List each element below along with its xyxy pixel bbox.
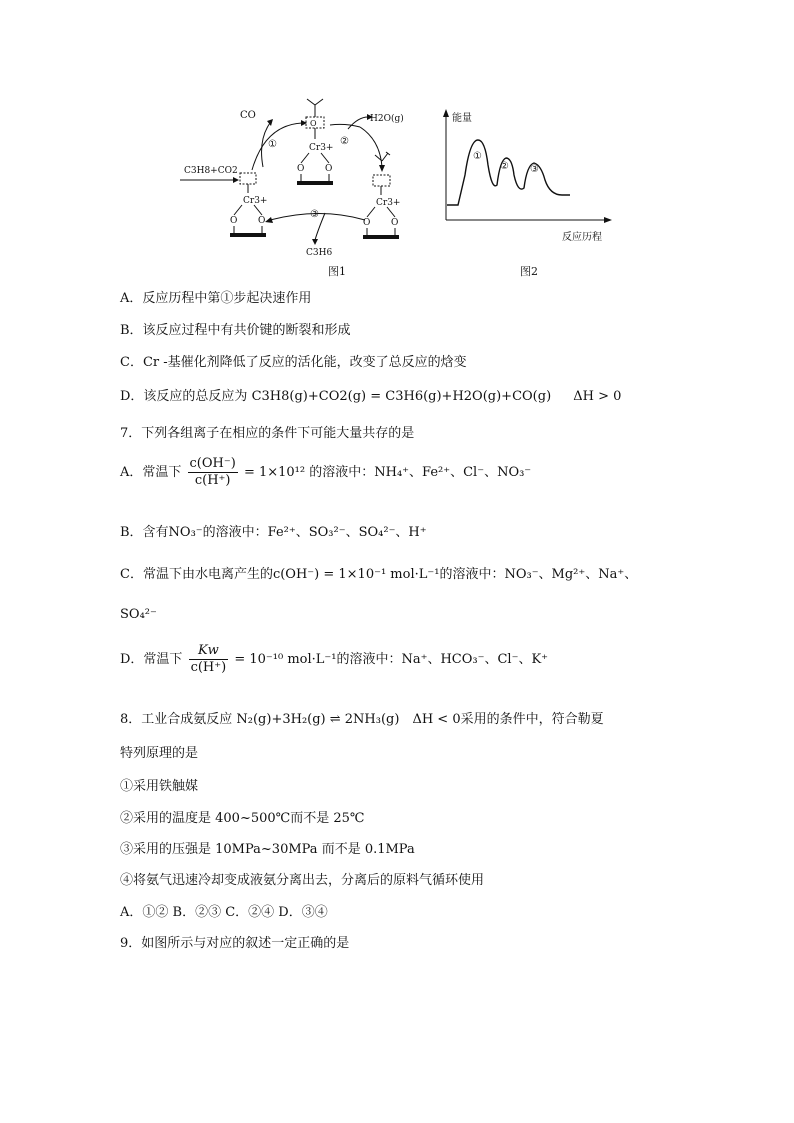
fig1-c3h6-label: C3H6	[306, 248, 333, 258]
fig1-cr-left: Cr3+	[243, 196, 268, 206]
q8-item-4: ④将氨气迅速冷却变成液氨分离出去，分离后的原料气循环使用	[120, 873, 485, 888]
fig1-caption: 图1	[328, 265, 346, 278]
fig1-cr-top: Cr3+	[309, 143, 334, 153]
figures	[170, 95, 630, 280]
q7-option-d-fraction	[189, 643, 229, 676]
fig2-peak1: ①	[473, 151, 482, 162]
fig2-energy-diagram	[443, 109, 612, 278]
q6-option-d-prefix: D．该反应的总反应为	[120, 389, 248, 404]
q8-options: A．①② B．②③ C．②④ D．③④	[120, 905, 328, 920]
q7-option-d-prefix: D．常温下	[120, 652, 183, 667]
fig1-step1: ①	[268, 139, 277, 150]
fig2-energy-curve	[447, 140, 570, 205]
q7-option-d-denominator: c(H⁺)	[190, 660, 227, 675]
q8-item-1: ①采用铁触媒	[120, 779, 199, 794]
q7-option-c-line2: SO₄²⁻	[120, 607, 157, 622]
q7-option-a-rest: = 1×10¹² 的溶液中：NH₄⁺、Fe²⁺、Cl⁻、NO₃⁻	[243, 465, 532, 480]
q8-stem-line2: 特列原理的是	[120, 746, 199, 761]
fig1-co-label: CO	[240, 110, 256, 121]
fig1-cr-right: Cr3+	[376, 198, 401, 208]
q7-option-b: B．含有NO₃⁻的溶液中：Fe²⁺、SO₃²⁻、SO₄²⁻、H⁺	[120, 525, 427, 540]
q7-option-c-line1: C．常温下由水电离产生的c(OH⁻) = 1×10⁻¹ mol·L⁻¹的溶液中：NO₃⁻、Mg²⁺、Na⁺、	[120, 567, 638, 582]
svg-text:O: O	[230, 216, 238, 226]
q8-item-3: ③采用的压强是 10MPa~30MPa 而不是 0.1MPa	[120, 842, 415, 857]
fig1-catalytic-cycle	[180, 99, 404, 278]
fig1-h2o-label: H2O(g)	[370, 114, 404, 124]
fig2-caption: 图2	[520, 265, 538, 278]
fig1-reactant-label: C3H8+CO2	[184, 166, 238, 176]
q9-stem: 9．如图所示与对应的叙述一定正确的是	[120, 936, 350, 951]
q6-option-d	[120, 388, 621, 406]
svg-text:O: O	[363, 218, 371, 228]
q8-stem-line1: 8．工业合成氨反应 N₂(g)+3H₂(g) ⇌ 2NH₃(g) ΔH < 0采用的条件中，符合勒夏	[120, 712, 604, 727]
q7-option-d-numerator: Kw	[189, 643, 229, 660]
fig2-peak3: ③	[530, 164, 539, 175]
svg-text:O: O	[297, 164, 305, 174]
q6-option-c: C．Cr -基催化剂降低了反应的活化能，改变了总反应的焓变	[120, 355, 467, 370]
q6-option-d-equation: C3H8(g)+CO2(g) = C3H6(g)+H2O(g)+CO(g)	[251, 389, 552, 404]
fig2-x-label: 反应历程	[562, 232, 602, 243]
q7-option-a	[120, 456, 531, 489]
fig1-step3: ③	[310, 209, 319, 220]
fig1-step2: ②	[340, 136, 349, 147]
q6-option-b: B．该反应过程中有共价键的断裂和形成	[120, 323, 351, 338]
svg-text:O: O	[391, 218, 399, 228]
q7-option-a-denominator: c(H⁺)	[194, 473, 231, 488]
q7-option-d	[120, 643, 548, 676]
q6-option-d-enthalpy: ΔH > 0	[573, 389, 622, 404]
q7-stem: 7．下列各组离子在相应的条件下可能大量共存的是	[120, 426, 415, 441]
q7-option-a-prefix: A．常温下	[120, 465, 182, 480]
q7-option-a-numerator: c(OH⁻)	[189, 456, 236, 471]
q8-item-2: ②采用的温度是 400~500℃而不是 25℃	[120, 811, 365, 826]
svg-text:O: O	[310, 119, 317, 128]
svg-text:O: O	[325, 164, 333, 174]
q7-option-d-rest: = 10⁻¹⁰ mol·L⁻¹的溶液中：Na⁺、HCO₃⁻、Cl⁻、K⁺	[234, 652, 549, 667]
svg-text:O: O	[258, 216, 266, 226]
q6-option-a: A．反应历程中第①步起决速作用	[120, 291, 312, 306]
fig2-peak2: ②	[500, 161, 509, 172]
q7-option-a-fraction	[188, 456, 238, 489]
fig2-y-label: 能量	[452, 113, 472, 124]
